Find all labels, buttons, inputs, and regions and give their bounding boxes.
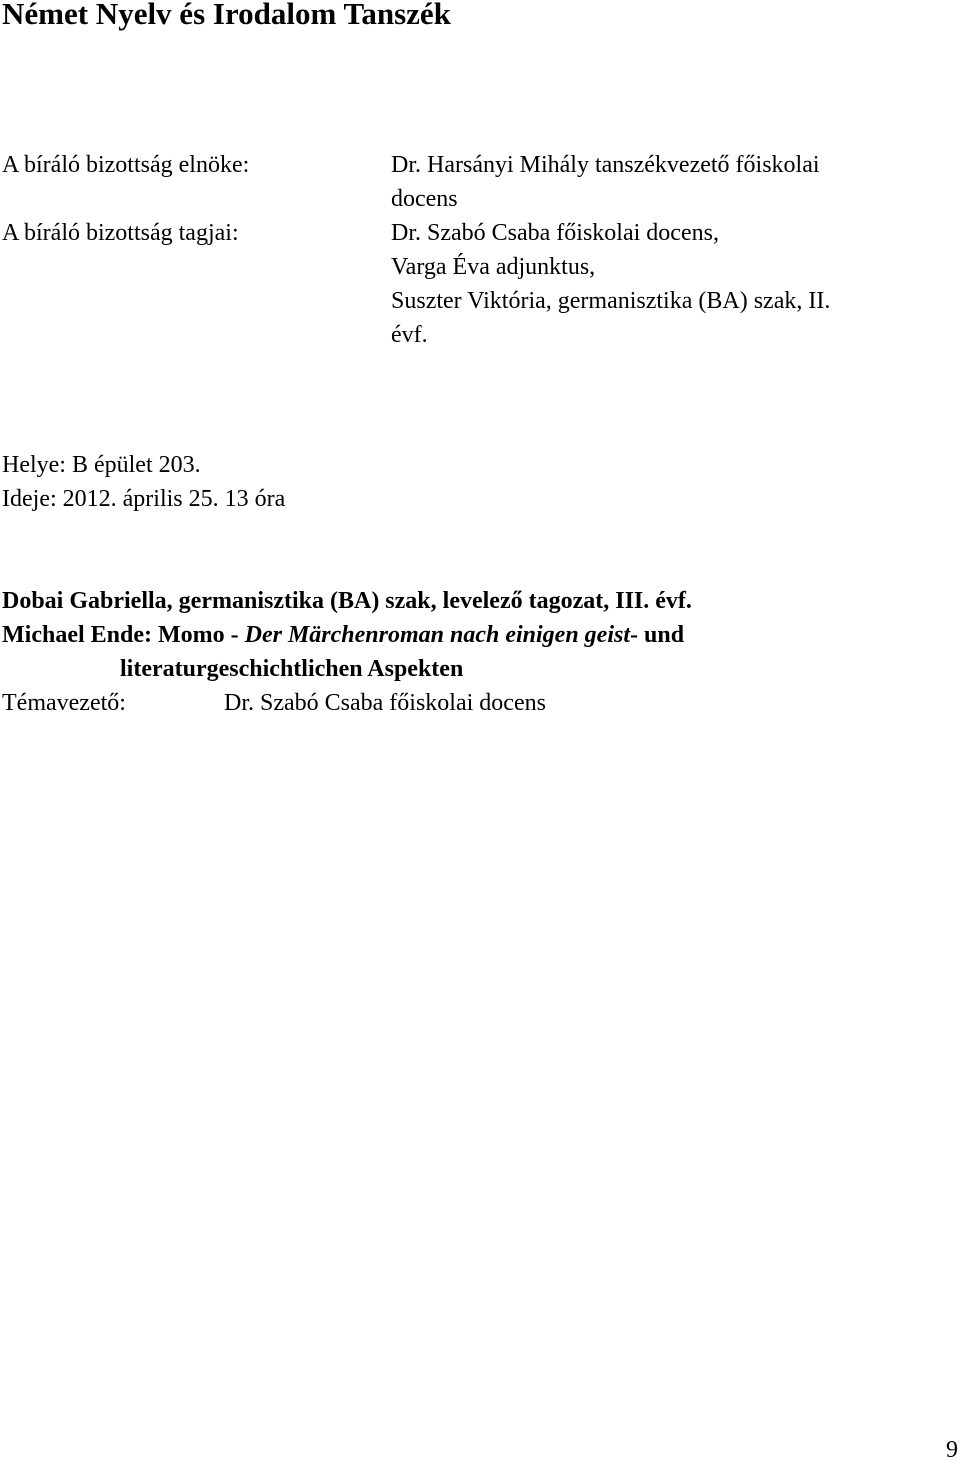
thesis-title-italic: Der Märchenroman nach einigen geist [244,622,630,648]
chair-label: A bíráló bizottság elnöke: [2,152,250,178]
members-value [391,216,942,352]
member-line: Dr. Szabó Csaba főiskolai docens, [391,220,719,246]
thesis-title-mid: - und [630,622,685,648]
thesis-title-line2: literaturgeschichtlichen Aspekten [120,656,464,682]
venue-place: Helye: B épület 203. [2,452,201,478]
chair-line: docens [391,186,458,212]
venue-time: Ideje: 2012. április 25. 13 óra [2,486,286,512]
committee-chair-row [2,148,942,216]
chair-value [391,148,942,216]
committee-section [2,148,942,352]
supervisor-label: Témavezető: [2,690,126,716]
venue-section [2,448,285,516]
supervisor-name: Dr. Szabó Csaba főiskolai docens [224,690,546,716]
thesis-title [2,618,952,652]
committee-members-row [2,216,942,352]
page-number: 9 [946,1437,958,1463]
thesis-section [2,584,952,720]
member-line: évf. [391,322,428,348]
member-line: Varga Éva adjunktus, [391,254,596,280]
thesis-title-prefix: Michael Ende: Momo - [2,622,245,648]
department-title: Német Nyelv és Irodalom Tanszék [2,0,451,31]
members-label: A bíráló bizottság tagjai: [2,220,239,246]
member-line: Suszter Viktória, germanisztika (BA) szak, II. [391,288,831,314]
thesis-student: Dobai Gabriella, germanisztika (BA) szak, levelező tagozat, III. évf. [2,588,692,614]
thesis-supervisor [2,686,952,720]
chair-line: Dr. Harsányi Mihály tanszékvezető főiskolai [391,152,820,178]
